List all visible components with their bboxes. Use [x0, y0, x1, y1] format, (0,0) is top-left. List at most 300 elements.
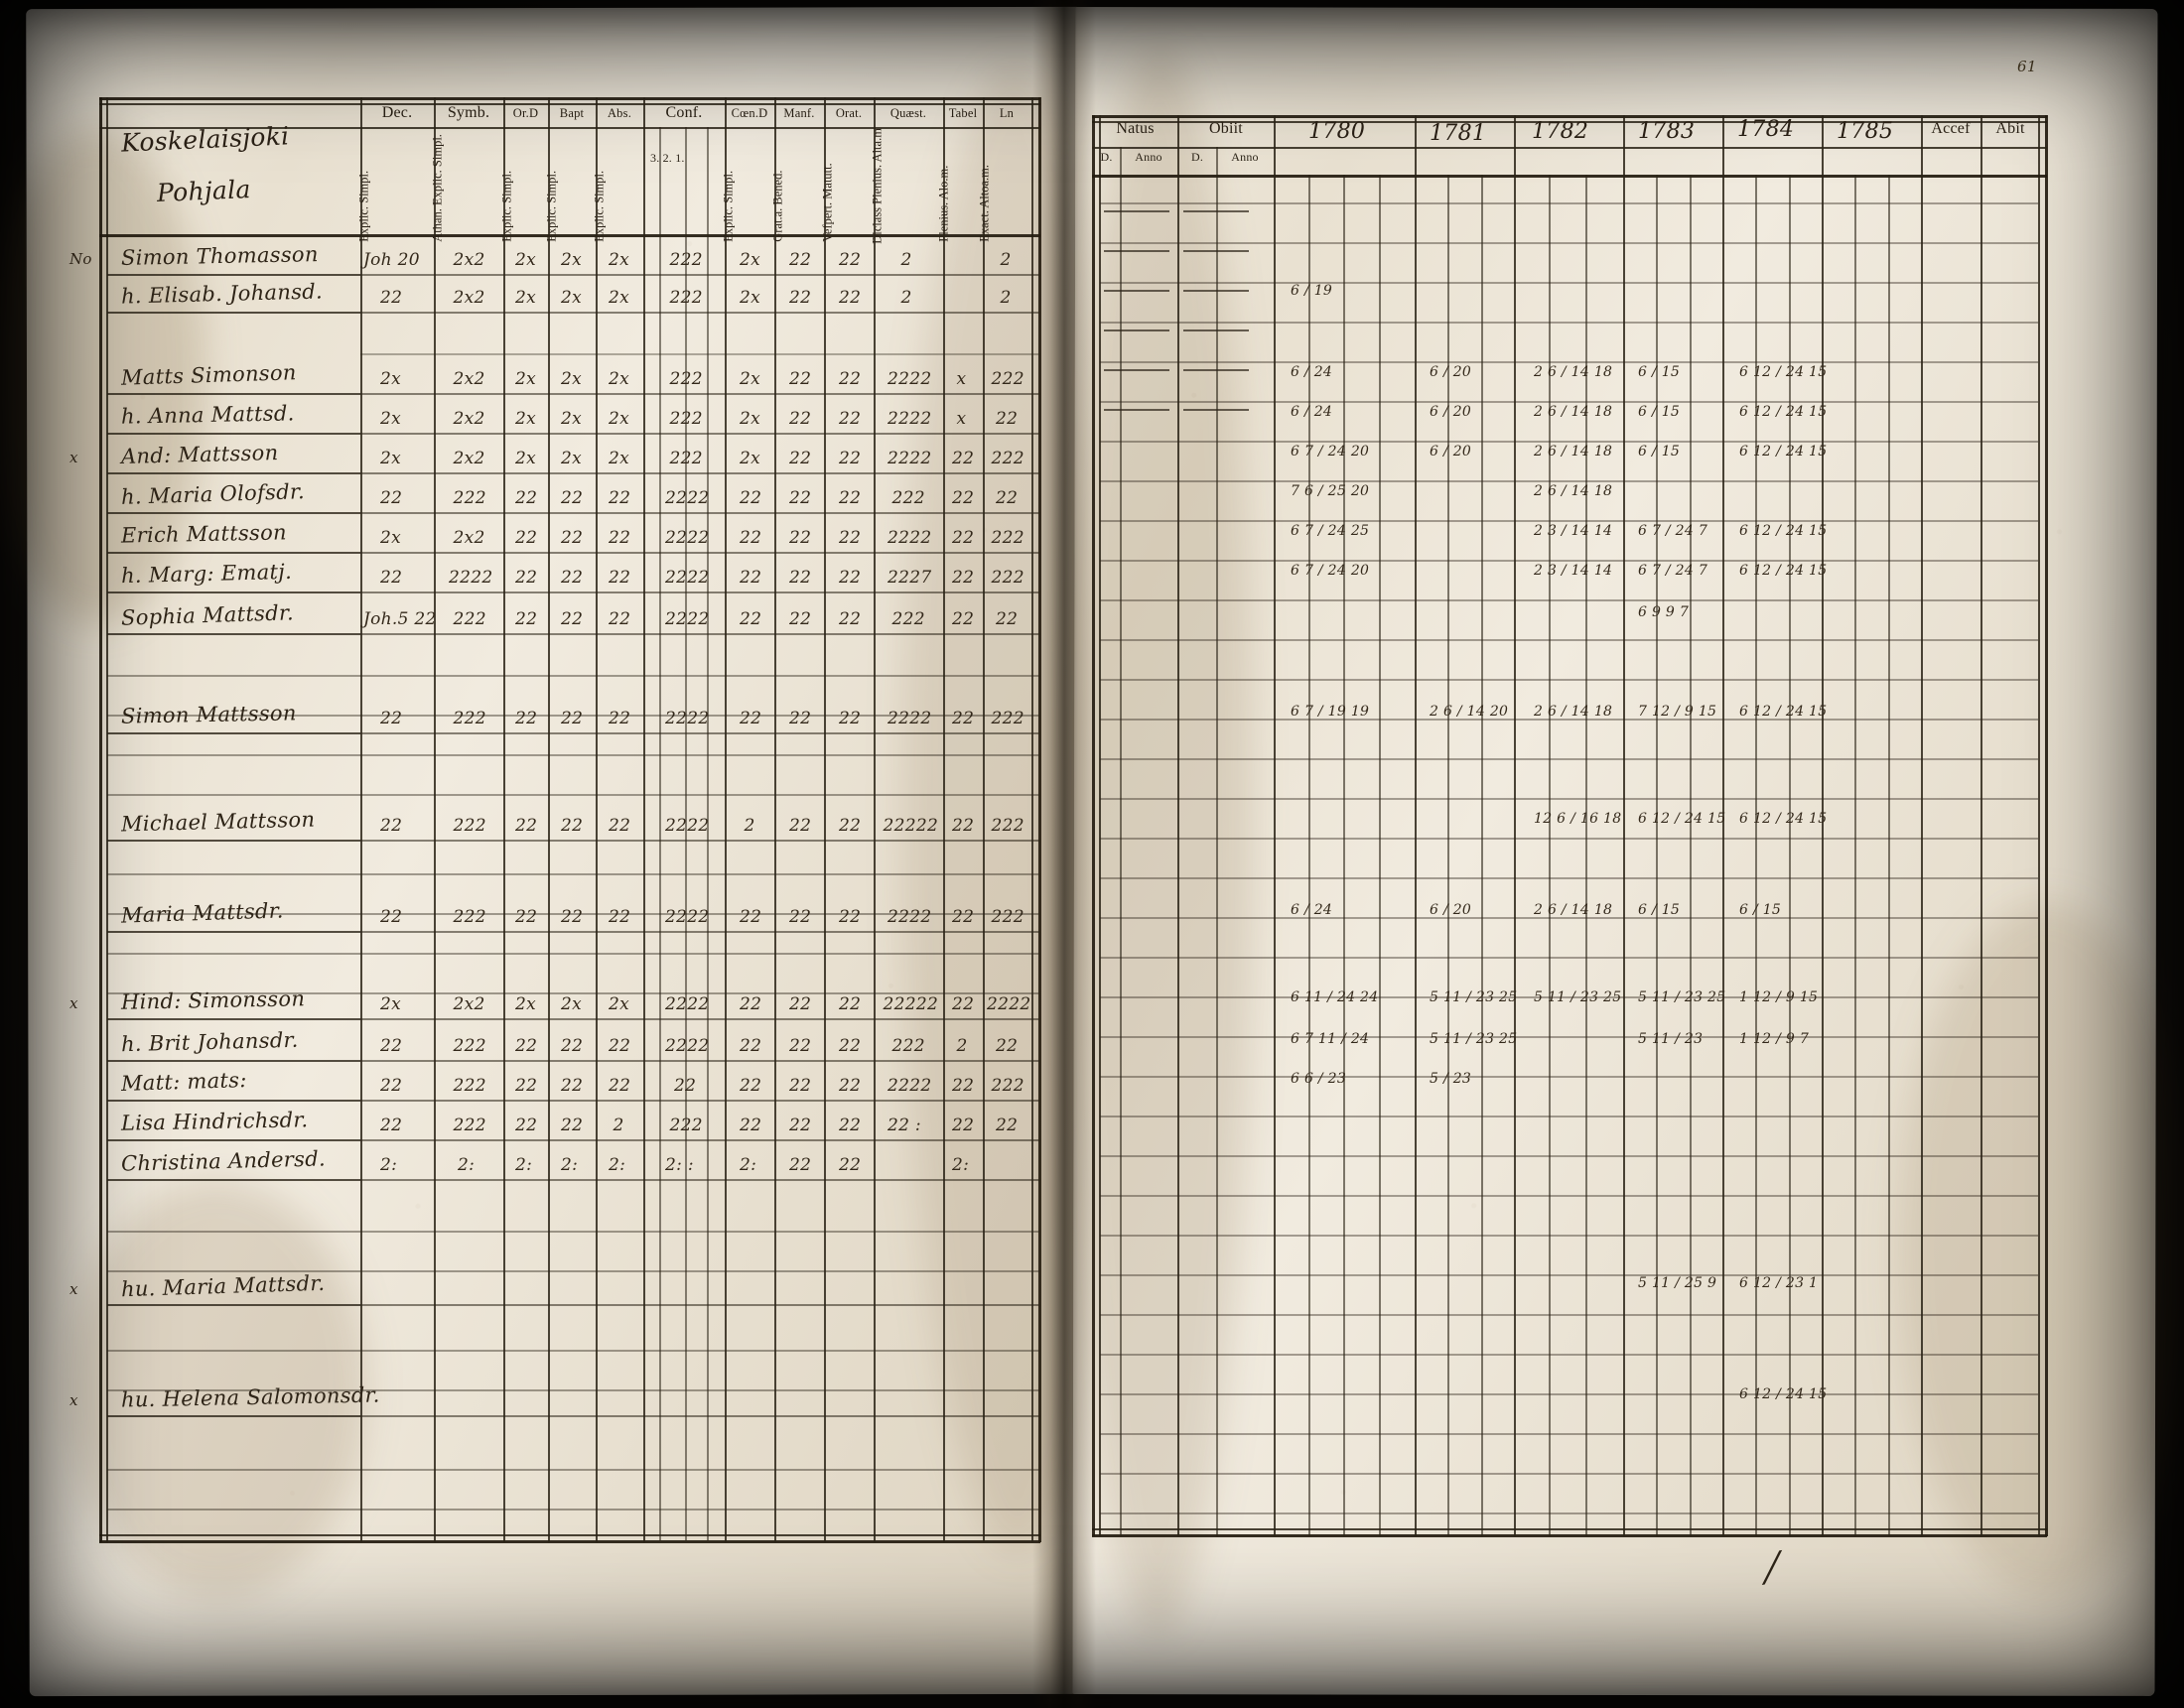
table-border-bottom-inner	[1092, 1528, 2047, 1530]
attendance-mark: 2x	[515, 288, 537, 308]
attendance-mark: 2x	[740, 288, 761, 308]
colhead-abit: Abit	[1995, 120, 2025, 137]
row-margin-mark: x	[69, 1391, 78, 1409]
grid-row-rule	[1100, 798, 2038, 800]
attendance-mark: 22	[839, 994, 862, 1014]
grid-row-rule	[1100, 480, 2038, 482]
table-border-left-inner	[1099, 115, 1101, 1536]
year-heading-1780: 1780	[1308, 119, 1366, 144]
attendance-mark: 22	[740, 1076, 762, 1096]
attendance-mark: 222	[669, 369, 703, 389]
header-rule-2	[1092, 175, 2047, 178]
attendance-mark: 22	[561, 568, 584, 588]
folio-number: 61	[2017, 58, 2037, 75]
attendance-mark: 22	[952, 528, 975, 548]
col-rule-1782-1783	[1623, 115, 1625, 1536]
attendance-mark: 22	[839, 816, 862, 836]
attendance-mark: 222	[991, 816, 1024, 836]
communion-date-entry: 6 7 / 24 25	[1291, 523, 1370, 539]
attendance-mark: 2222	[887, 1076, 932, 1096]
row-margin-mark: x	[69, 1280, 78, 1298]
communion-date-entry: 2 6 / 14 18	[1534, 404, 1613, 420]
communion-date-entry: 6 / 20	[1430, 404, 1472, 420]
grid-row-rule	[1100, 1155, 2038, 1157]
person-name: hu. Helena Salomonsdr.	[120, 1382, 380, 1412]
attendance-mark: 22	[789, 1036, 812, 1056]
attendance-mark: 22	[561, 816, 584, 836]
grid-row-rule	[1100, 957, 2038, 959]
entry-dash	[1104, 409, 1169, 411]
attendance-mark: 222	[453, 1036, 486, 1056]
attendance-mark: 222	[453, 609, 486, 629]
attendance-mark: 2	[900, 288, 912, 308]
row-margin-mark: x	[69, 449, 78, 466]
attendance-mark: 222	[453, 1116, 486, 1135]
grid-row-rule	[1100, 639, 2038, 641]
attendance-mark: 22	[952, 907, 975, 927]
subhead-obiit-anno: Anno	[1231, 150, 1259, 164]
attendance-mark: 22	[996, 609, 1019, 629]
attendance-mark: 2222	[887, 709, 932, 728]
grid-row-rule	[1100, 441, 2038, 443]
attendance-mark: 22	[515, 1036, 538, 1056]
entry-dash	[1183, 250, 1249, 252]
attendance-mark: 2222	[987, 994, 1031, 1014]
attendance-mark: 222	[453, 709, 486, 728]
attendance-mark: x	[956, 369, 967, 389]
attendance-mark: 22	[789, 409, 812, 429]
attendance-mark: 22	[609, 816, 631, 836]
communion-date-entry: 6 / 15	[1739, 902, 1782, 918]
attendance-mark: 2x	[609, 449, 630, 468]
attendance-mark: 22	[515, 1076, 538, 1096]
grid-row-rule	[1100, 758, 2038, 760]
colhead-natus: Natus	[1116, 120, 1155, 137]
entry-dash	[1104, 369, 1169, 371]
attendance-mark: 2x	[561, 250, 583, 270]
attendance-mark: 22	[380, 1036, 403, 1056]
attendance-mark: 22	[561, 609, 584, 629]
table-border-bottom	[1092, 1534, 2047, 1537]
attendance-mark: 22	[380, 288, 403, 308]
person-name: Simon Thomasson	[120, 242, 319, 270]
attendance-mark: 22	[996, 1036, 1019, 1056]
grid-row-rule	[1100, 1195, 2038, 1197]
communion-date-entry: 6 12 / 23 1	[1739, 1275, 1819, 1291]
attendance-mark: 22	[609, 568, 631, 588]
attendance-mark: 222	[991, 709, 1024, 728]
attendance-mark: 2222	[665, 907, 710, 927]
attendance-mark: Joh.5 22	[363, 609, 437, 629]
communion-date-entry: 6 / 20	[1430, 444, 1472, 460]
attendance-mark: 22	[515, 816, 538, 836]
attendance-mark: 2x	[380, 369, 402, 389]
attendance-mark: 2227	[887, 568, 932, 588]
communion-date-entry: 1 12 / 9 15	[1739, 989, 1819, 1005]
communion-date-entry: 5 11 / 23 25	[1638, 989, 1726, 1005]
person-name: Christina Andersd.	[120, 1146, 327, 1176]
colhead-tabel: Tabel	[948, 106, 978, 120]
attendance-mark: 222	[453, 907, 486, 927]
communion-date-entry: 6 7 / 19 19	[1291, 704, 1370, 720]
communion-date-entry: 6 / 15	[1638, 404, 1681, 420]
year-heading-1782: 1782	[1532, 119, 1589, 144]
colhead-ln: Ln	[999, 106, 1015, 120]
communion-date-entry: 7 12 / 9 15	[1638, 704, 1717, 720]
attendance-mark: 22	[740, 994, 762, 1014]
attendance-mark: 2222	[665, 528, 710, 548]
attendance-mark: 22	[561, 528, 584, 548]
attendance-mark: 2x	[380, 449, 402, 468]
header-rule-1	[1092, 147, 2047, 149]
subhead-ln: Exact. Altoa.m.	[977, 164, 992, 242]
person-name: h. Marg: Ematj.	[120, 559, 293, 589]
attendance-mark: 22	[515, 528, 538, 548]
attendance-mark: 22	[839, 449, 862, 468]
person-name: h. Anna Mattsd.	[120, 401, 295, 429]
attendance-mark: 22	[515, 709, 538, 728]
attendance-mark: 22	[789, 250, 812, 270]
attendance-mark: 222	[453, 816, 486, 836]
communion-date-entry: 2 6 / 14 18	[1534, 902, 1613, 918]
attendance-mark: 22	[561, 1036, 584, 1056]
subhead-ord: Explic. Simpl.	[499, 170, 514, 242]
communion-date-entry: 6 7 / 24 7	[1638, 563, 1708, 579]
attendance-mark: 2x	[515, 449, 537, 468]
grid-row-rule	[1100, 1473, 2038, 1475]
entry-dash	[1104, 250, 1169, 252]
attendance-mark: 22222	[883, 816, 939, 836]
communion-date-entry: 6 / 24	[1291, 364, 1333, 380]
attendance-mark: 22	[740, 488, 762, 508]
grid-row-rule	[1100, 322, 2038, 324]
year-heading-1784: 1784	[1737, 117, 1795, 142]
person-name: Sophia Mattsdr.	[120, 600, 295, 630]
row-margin-mark: No	[69, 250, 92, 268]
attendance-mark: 22	[996, 409, 1019, 429]
attendance-mark: 2x	[561, 994, 583, 1014]
attendance-mark: 2x	[380, 994, 402, 1014]
communion-date-entry: 6 12 / 24 15	[1739, 563, 1828, 579]
attendance-mark: 2222	[887, 369, 932, 389]
grid-row-rule	[1100, 242, 2038, 244]
attendance-mark: 2x2	[453, 250, 485, 270]
attendance-mark: 22	[789, 369, 812, 389]
attendance-mark: 2x	[515, 250, 537, 270]
col-rule-1780-1781	[1415, 115, 1417, 1536]
colhead-orat: Orat.	[835, 106, 863, 120]
communion-date-entry: 6 / 24	[1291, 902, 1333, 918]
communion-date-entry: 5 11 / 23 25	[1430, 989, 1518, 1005]
attendance-mark: 2x2	[453, 994, 485, 1014]
communion-date-entry: 5 11 / 23 25	[1534, 989, 1622, 1005]
attendance-mark: 22	[515, 488, 538, 508]
attendance-mark: 2x	[561, 449, 583, 468]
attendance-mark: 22	[789, 609, 812, 629]
communion-date-entry: 6 / 19	[1291, 283, 1333, 299]
attendance-mark: 2222	[665, 1036, 710, 1056]
communion-date-entry: 6 7 / 24 20	[1291, 563, 1370, 579]
attendance-mark: 2222	[887, 409, 932, 429]
attendance-mark: 2:	[458, 1155, 476, 1175]
attendance-mark: 22	[740, 907, 762, 927]
attendance-mark: 2x2	[453, 449, 485, 468]
person-name: Erich Mattsson	[120, 520, 288, 548]
attendance-mark: 22	[515, 568, 538, 588]
attendance-mark: 22	[996, 1116, 1019, 1135]
attendance-mark: 22	[789, 528, 812, 548]
attendance-mark: 22	[789, 288, 812, 308]
attendance-mark: 222	[669, 409, 703, 429]
attendance-mark: 22	[952, 994, 975, 1014]
attendance-mark: 22	[609, 528, 631, 548]
attendance-mark: 222	[991, 568, 1024, 588]
attendance-mark: 222	[991, 528, 1024, 548]
colhead-quaest: Quæst.	[889, 106, 927, 120]
attendance-mark: 22	[839, 568, 862, 588]
attendance-mark: 22	[839, 1076, 862, 1096]
communion-date-entry: 2 3 / 14 14	[1534, 563, 1613, 579]
attendance-mark: 22	[380, 816, 403, 836]
attendance-mark: 22 :	[887, 1116, 921, 1135]
subcol-rule	[1888, 175, 1890, 1536]
subhead-manf: Grat.a. Bened.	[770, 170, 785, 242]
attendance-mark: 22	[561, 709, 584, 728]
attendance-mark: 22	[380, 709, 403, 728]
attendance-mark: 2222	[665, 488, 710, 508]
entry-dash	[1183, 329, 1249, 331]
attendance-mark: 2x	[515, 994, 537, 1014]
grid-row-rule	[1100, 1433, 2038, 1435]
entry-dash	[1183, 210, 1249, 212]
attendance-mark: 22	[561, 1076, 584, 1096]
colhead-manf: Manf.	[783, 106, 815, 120]
communion-date-entry: 6 12 / 24 15	[1739, 704, 1828, 720]
attendance-mark: 222	[891, 609, 925, 629]
attendance-mark: Joh 20	[363, 250, 420, 270]
entry-dash	[1183, 369, 1249, 371]
attendance-mark: 2222	[887, 907, 932, 927]
attendance-mark: 2x	[609, 994, 630, 1014]
attendance-mark: 22	[952, 449, 975, 468]
attendance-mark: 22	[609, 1036, 631, 1056]
attendance-mark: 2x	[609, 369, 630, 389]
attendance-mark: 22	[609, 709, 631, 728]
person-name: Maria Mattsdr.	[120, 898, 285, 928]
colhead-dec: Dec.	[381, 104, 413, 121]
attendance-mark: 2x	[515, 409, 537, 429]
attendance-mark: 222	[669, 449, 703, 468]
attendance-mark: 2x	[561, 369, 583, 389]
attendance-mark: 22	[839, 1116, 862, 1135]
attendance-mark: 22	[789, 488, 812, 508]
attendance-mark: 22	[789, 994, 812, 1014]
grid-row-rule	[1100, 361, 2038, 363]
grid-row-rule	[1100, 1274, 2038, 1276]
grid-row-rule	[1100, 1116, 2038, 1117]
entry-dash	[1104, 210, 1169, 212]
attendance-mark: 222	[891, 1036, 925, 1056]
communion-date-entry: 2 3 / 14 14	[1534, 523, 1613, 539]
attendance-mark: 222	[891, 488, 925, 508]
attendance-mark: 22	[839, 250, 862, 270]
year-heading-1783: 1783	[1638, 119, 1696, 144]
table-border-top	[1092, 115, 2047, 118]
attendance-mark: 2222	[665, 568, 710, 588]
colhead-abs: Abs.	[607, 106, 632, 120]
attendance-mark: 22	[740, 528, 762, 548]
attendance-mark: 2x	[380, 409, 402, 429]
colhead-obiit: Obiit	[1209, 120, 1243, 137]
attendance-mark: 2x	[740, 449, 761, 468]
grid-row-rule	[1100, 599, 2038, 601]
communion-date-entry: 6 7 11 / 24	[1291, 1031, 1370, 1047]
attendance-mark: 22	[380, 907, 403, 927]
communion-date-entry: 5 / 23	[1430, 1071, 1472, 1087]
colhead-symb: Symb.	[447, 104, 490, 121]
grid-row-rule	[1100, 520, 2038, 522]
communion-date-entry: 2 6 / 14 18	[1534, 483, 1613, 499]
person-name: And: Mattsson	[120, 440, 279, 469]
attendance-mark: 2:	[515, 1155, 533, 1175]
table-border-left	[1092, 115, 1095, 1536]
communion-date-entry: 6 / 20	[1430, 364, 1472, 380]
attendance-mark: 22	[839, 409, 862, 429]
attendance-mark: 22	[952, 488, 975, 508]
attendance-mark: 22	[740, 1036, 762, 1056]
attendance-mark: 22	[839, 528, 862, 548]
col-rule-1785-accef	[1921, 115, 1923, 1536]
attendance-mark: 22	[789, 1116, 812, 1135]
colhead-accef: Accef	[1931, 120, 1971, 137]
attendance-mark: 2x	[609, 250, 630, 270]
communion-date-entry: 6 / 15	[1638, 364, 1681, 380]
attendance-mark: 22	[952, 1116, 975, 1135]
attendance-mark: 22	[839, 288, 862, 308]
attendance-mark: 22	[789, 816, 812, 836]
attendance-mark: 22	[839, 1155, 862, 1175]
subhead-conf: 3. 2. 1.	[650, 151, 685, 165]
subhead-abs: Explic. Simpl.	[592, 170, 607, 242]
grid-row-rule	[1100, 877, 2038, 879]
entry-dash	[1104, 290, 1169, 292]
colhead-conf: Conf.	[665, 104, 703, 121]
table-border-right-inner	[2038, 115, 2040, 1536]
grid-row-rule	[1100, 401, 2038, 403]
attendance-mark: 2:	[380, 1155, 398, 1175]
attendance-mark: 2	[744, 816, 755, 836]
communion-date-entry: 6 / 15	[1638, 902, 1681, 918]
attendance-mark: 2x	[561, 409, 583, 429]
grid-row-rule	[1100, 1235, 2038, 1237]
communion-date-entry: 2 6 / 14 18	[1534, 444, 1613, 460]
attendance-mark: 2x	[740, 250, 761, 270]
attendance-mark: 2:	[561, 1155, 579, 1175]
attendance-mark: 2:	[609, 1155, 626, 1175]
attendance-mark: 222	[453, 1076, 486, 1096]
attendance-mark: 22	[674, 1076, 697, 1096]
attendance-mark: 2x	[380, 528, 402, 548]
communion-date-entry: 6 11 / 24 24	[1291, 989, 1379, 1005]
attendance-mark: 22	[789, 568, 812, 588]
grid-row-rule	[1100, 838, 2038, 840]
person-name: Matts Simonson	[120, 360, 298, 390]
col-rule-obiit-1780	[1274, 115, 1276, 1536]
attendance-mark: 22	[609, 609, 631, 629]
attendance-mark: 2x	[609, 288, 630, 308]
attendance-mark: 22	[380, 1076, 403, 1096]
entry-dash	[1183, 290, 1249, 292]
attendance-mark: 2x	[515, 369, 537, 389]
attendance-mark: 22222	[883, 994, 939, 1014]
attendance-mark: 22	[740, 609, 762, 629]
attendance-mark: 22	[996, 488, 1019, 508]
person-name: Hind: Simonsson	[120, 986, 306, 1014]
attendance-mark: 2x2	[453, 409, 485, 429]
col-rule-1781-1782	[1514, 115, 1516, 1536]
attendance-mark: 2	[900, 250, 912, 270]
attendance-mark: 22	[952, 1076, 975, 1096]
attendance-mark: 22	[740, 568, 762, 588]
communion-date-entry: 6 12 / 24 15	[1739, 404, 1828, 420]
communion-date-entry: 2 6 / 14 18	[1534, 704, 1613, 720]
attendance-mark: 22	[839, 488, 862, 508]
communion-date-entry: 6 7 / 24 20	[1291, 444, 1370, 460]
colhead-ord: Or.D	[512, 106, 539, 120]
attendance-mark: 22	[515, 907, 538, 927]
attendance-mark: 222	[991, 1076, 1024, 1096]
attendance-mark: 22	[515, 1116, 538, 1135]
person-name: Michael Mattsson	[120, 807, 316, 837]
communion-date-entry: 6 12 / 24 15	[1739, 364, 1828, 380]
attendance-mark: 2222	[665, 994, 710, 1014]
attendance-mark: 2:	[952, 1155, 970, 1175]
attendance-mark: 2222	[665, 609, 710, 629]
entry-dash	[1183, 409, 1249, 411]
subhead-coend: Explic. Simpl.	[721, 170, 736, 242]
colhead-bapt: Bapt	[559, 106, 585, 120]
colhead-coend: Cœn.D	[731, 106, 768, 120]
attendance-mark: x	[956, 409, 967, 429]
communion-date-entry: 5 11 / 23	[1638, 1031, 1704, 1047]
attendance-mark: 22	[839, 609, 862, 629]
attendance-mark: 2222	[665, 709, 710, 728]
subhead-quaest: Diclass Plenius. Alta.m	[870, 128, 885, 244]
communion-date-entry: 6 12 / 24 15	[1739, 444, 1828, 460]
pen-flourish: ⁄	[1764, 1545, 1781, 1593]
attendance-mark: 2x	[561, 288, 583, 308]
communion-date-entry: 7 6 / 25 20	[1291, 483, 1370, 499]
communion-date-entry: 1 12 / 9 7	[1739, 1031, 1810, 1047]
attendance-mark: 2222	[665, 816, 710, 836]
attendance-mark: 22	[561, 907, 584, 927]
grid-row-rule	[1100, 1036, 2038, 1038]
attendance-mark: 22	[789, 709, 812, 728]
attendance-mark: 222	[991, 907, 1024, 927]
communion-date-entry: 6 6 / 23	[1291, 1071, 1347, 1087]
subhead-bapt: Explic. Simpl.	[544, 170, 559, 242]
communion-date-entry: 6 / 24	[1291, 404, 1333, 420]
attendance-mark: 222	[669, 250, 703, 270]
grid-row-rule	[1100, 1076, 2038, 1078]
attendance-mark: 2: :	[665, 1155, 694, 1175]
subhead-symb: Athan. Explic. Simpl.	[430, 134, 445, 242]
attendance-mark: 22	[952, 568, 975, 588]
district-heading-line2: Pohjala	[156, 174, 252, 208]
attendance-mark: 2222	[887, 528, 932, 548]
col-rule-natus-obiit	[1177, 115, 1179, 1536]
attendance-mark: 2x	[609, 409, 630, 429]
